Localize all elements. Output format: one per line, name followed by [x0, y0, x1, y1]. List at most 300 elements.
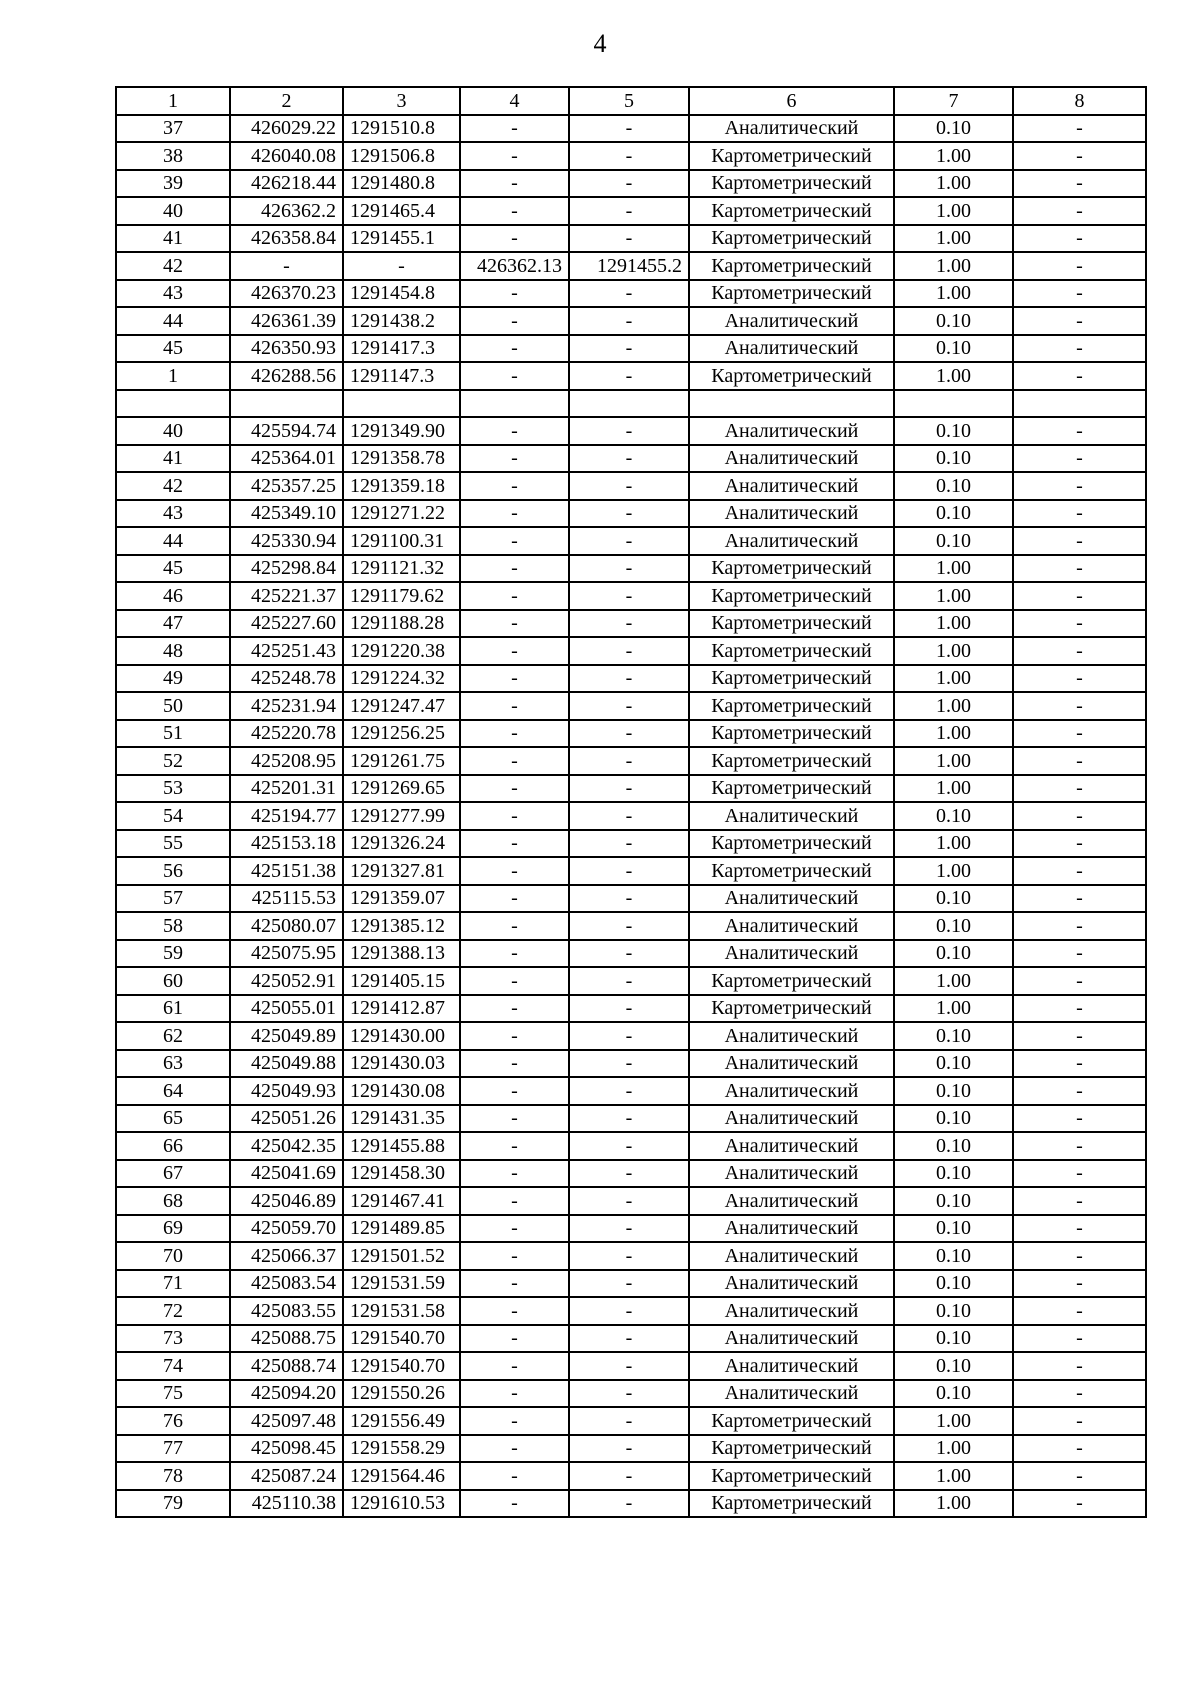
y-new-coordinate-cell: -: [569, 1132, 689, 1160]
accuracy-cell: 0.10: [894, 115, 1013, 143]
table-row: [116, 1352, 1146, 1380]
y-coordinate-cell: 1291417.3: [343, 335, 460, 363]
accuracy-cell: 0.10: [894, 940, 1013, 968]
x-new-coordinate-cell: -: [460, 555, 569, 583]
x-coordinate-cell: 426361.39: [230, 307, 343, 335]
method-cell: Картометрический: [689, 170, 894, 198]
x-coordinate-cell: 425298.84: [230, 555, 343, 583]
x-new-coordinate-cell: -: [460, 775, 569, 803]
note-cell: -: [1013, 1132, 1146, 1160]
method-cell: Картометрический: [689, 225, 894, 253]
note-cell: -: [1013, 775, 1146, 803]
y-coordinate-cell: [343, 390, 460, 418]
x-coordinate-cell: 425066.37: [230, 1242, 343, 1270]
x-new-coordinate-cell: -: [460, 1490, 569, 1518]
y-coordinate-cell: 1291430.00: [343, 1022, 460, 1050]
method-cell: Аналитический: [689, 527, 894, 555]
table-row: [116, 912, 1146, 940]
x-new-coordinate-cell: -: [460, 115, 569, 143]
point-number-cell: 72: [116, 1297, 230, 1325]
x-coordinate-cell: 425046.89: [230, 1187, 343, 1215]
table-row: [116, 610, 1146, 638]
point-number-cell: [116, 390, 230, 418]
table-row: [116, 720, 1146, 748]
x-coordinate-cell: 425364.01: [230, 445, 343, 473]
x-coordinate-cell: 426218.44: [230, 170, 343, 198]
y-new-coordinate-cell: -: [569, 637, 689, 665]
y-new-coordinate-cell: -: [569, 115, 689, 143]
accuracy-cell: 1.00: [894, 1407, 1013, 1435]
table-body: [116, 87, 1146, 1517]
note-cell: -: [1013, 747, 1146, 775]
accuracy-cell: 1.00: [894, 665, 1013, 693]
y-new-coordinate-cell: -: [569, 197, 689, 225]
table-header-row: [116, 87, 1146, 115]
point-number-cell: 70: [116, 1242, 230, 1270]
y-new-coordinate-cell: -: [569, 445, 689, 473]
method-cell: Картометрический: [689, 830, 894, 858]
table-row: [116, 362, 1146, 390]
method-cell: Картометрический: [689, 1407, 894, 1435]
y-coordinate-cell: 1291506.8: [343, 142, 460, 170]
point-number-cell: 42: [116, 472, 230, 500]
x-new-coordinate-cell: -: [460, 720, 569, 748]
x-coordinate-cell: 426358.84: [230, 225, 343, 253]
x-new-coordinate-cell: -: [460, 1022, 569, 1050]
table-row: [116, 1297, 1146, 1325]
table-row: [116, 1132, 1146, 1160]
y-new-coordinate-cell: -: [569, 720, 689, 748]
x-new-coordinate-cell: -: [460, 1435, 569, 1463]
y-coordinate-cell: 1291430.03: [343, 1050, 460, 1078]
note-cell: -: [1013, 830, 1146, 858]
method-cell: Аналитический: [689, 1187, 894, 1215]
accuracy-cell: 1.00: [894, 252, 1013, 280]
method-cell: Картометрический: [689, 692, 894, 720]
point-number-cell: 43: [116, 280, 230, 308]
x-coordinate-cell: [230, 390, 343, 418]
y-coordinate-cell: 1291438.2: [343, 307, 460, 335]
method-cell: [689, 390, 894, 418]
y-new-coordinate-cell: -: [569, 747, 689, 775]
y-coordinate-cell: 1291179.62: [343, 582, 460, 610]
note-cell: -: [1013, 692, 1146, 720]
y-coordinate-cell: 1291261.75: [343, 747, 460, 775]
y-coordinate-cell: 1291224.32: [343, 665, 460, 693]
y-new-coordinate-cell: -: [569, 1462, 689, 1490]
accuracy-cell: 1.00: [894, 637, 1013, 665]
accuracy-cell: 0.10: [894, 445, 1013, 473]
method-cell: Картометрический: [689, 1435, 894, 1463]
accuracy-cell: 0.10: [894, 1215, 1013, 1243]
note-cell: -: [1013, 665, 1146, 693]
point-number-cell: 41: [116, 445, 230, 473]
y-new-coordinate-cell: -: [569, 1242, 689, 1270]
y-new-coordinate-cell: -: [569, 802, 689, 830]
accuracy-cell: 0.10: [894, 1022, 1013, 1050]
table-row: [116, 665, 1146, 693]
table-row: [116, 1325, 1146, 1353]
accuracy-cell: 0.10: [894, 1077, 1013, 1105]
y-coordinate-cell: 1291405.15: [343, 967, 460, 995]
method-cell: Аналитический: [689, 335, 894, 363]
column-header: 4: [460, 87, 569, 115]
note-cell: -: [1013, 1160, 1146, 1188]
x-coordinate-cell: 425231.94: [230, 692, 343, 720]
accuracy-cell: 0.10: [894, 802, 1013, 830]
y-new-coordinate-cell: -: [569, 665, 689, 693]
table-row: [116, 857, 1146, 885]
table-row: [116, 142, 1146, 170]
method-cell: Аналитический: [689, 1022, 894, 1050]
x-coordinate-cell: 425049.93: [230, 1077, 343, 1105]
note-cell: -: [1013, 1490, 1146, 1518]
x-coordinate-cell: 425251.43: [230, 637, 343, 665]
note-cell: -: [1013, 225, 1146, 253]
y-new-coordinate-cell: 1291455.2: [569, 252, 689, 280]
y-coordinate-cell: 1291147.3: [343, 362, 460, 390]
x-coordinate-cell: 425330.94: [230, 527, 343, 555]
table-row: [116, 1187, 1146, 1215]
x-coordinate-cell: 425088.74: [230, 1352, 343, 1380]
note-cell: -: [1013, 802, 1146, 830]
note-cell: -: [1013, 115, 1146, 143]
note-cell: -: [1013, 335, 1146, 363]
note-cell: -: [1013, 472, 1146, 500]
y-new-coordinate-cell: -: [569, 225, 689, 253]
table-row: [116, 197, 1146, 225]
y-new-coordinate-cell: -: [569, 555, 689, 583]
table-row: [116, 307, 1146, 335]
x-coordinate-cell: 425248.78: [230, 665, 343, 693]
note-cell: -: [1013, 280, 1146, 308]
point-number-cell: 76: [116, 1407, 230, 1435]
note-cell: -: [1013, 445, 1146, 473]
y-new-coordinate-cell: -: [569, 472, 689, 500]
accuracy-cell: 1.00: [894, 830, 1013, 858]
y-new-coordinate-cell: -: [569, 1077, 689, 1105]
y-coordinate-cell: 1291359.18: [343, 472, 460, 500]
table-row: [116, 527, 1146, 555]
x-new-coordinate-cell: -: [460, 1462, 569, 1490]
table-row: [116, 252, 1146, 280]
y-new-coordinate-cell: -: [569, 170, 689, 198]
y-coordinate-cell: 1291564.46: [343, 1462, 460, 1490]
table-row: [116, 280, 1146, 308]
column-header: 7: [894, 87, 1013, 115]
method-cell: Картометрический: [689, 610, 894, 638]
table-row: [116, 995, 1146, 1023]
accuracy-cell: 0.10: [894, 335, 1013, 363]
x-coordinate-cell: 425051.26: [230, 1105, 343, 1133]
note-cell: -: [1013, 197, 1146, 225]
x-new-coordinate-cell: -: [460, 1077, 569, 1105]
x-new-coordinate-cell: -: [460, 307, 569, 335]
y-new-coordinate-cell: -: [569, 610, 689, 638]
column-header: 1: [116, 87, 230, 115]
accuracy-cell: 0.10: [894, 1380, 1013, 1408]
accuracy-cell: 1.00: [894, 197, 1013, 225]
accuracy-cell: 0.10: [894, 1050, 1013, 1078]
point-number-cell: 65: [116, 1105, 230, 1133]
coordinates-table: [115, 86, 1147, 1518]
point-number-cell: 64: [116, 1077, 230, 1105]
x-coordinate-cell: 425221.37: [230, 582, 343, 610]
y-new-coordinate-cell: -: [569, 885, 689, 913]
method-cell: Аналитический: [689, 500, 894, 528]
y-coordinate-cell: 1291454.8: [343, 280, 460, 308]
table-row: [116, 115, 1146, 143]
x-coordinate-cell: 425115.53: [230, 885, 343, 913]
note-cell: -: [1013, 1270, 1146, 1298]
x-coordinate-cell: 425220.78: [230, 720, 343, 748]
x-coordinate-cell: 425094.20: [230, 1380, 343, 1408]
x-coordinate-cell: 425151.38: [230, 857, 343, 885]
y-coordinate-cell: 1291269.65: [343, 775, 460, 803]
note-cell: -: [1013, 1077, 1146, 1105]
accuracy-cell: 1.00: [894, 280, 1013, 308]
x-new-coordinate-cell: 426362.13: [460, 252, 569, 280]
accuracy-cell: 0.10: [894, 1242, 1013, 1270]
note-cell: -: [1013, 252, 1146, 280]
accuracy-cell: 1.00: [894, 692, 1013, 720]
y-coordinate-cell: 1291247.47: [343, 692, 460, 720]
x-coordinate-cell: 426029.22: [230, 115, 343, 143]
x-coordinate-cell: 426362.2: [230, 197, 343, 225]
x-new-coordinate-cell: -: [460, 1242, 569, 1270]
x-new-coordinate-cell: -: [460, 500, 569, 528]
accuracy-cell: 0.10: [894, 527, 1013, 555]
method-cell: Картометрический: [689, 637, 894, 665]
column-header: 8: [1013, 87, 1146, 115]
table-row: [116, 417, 1146, 445]
x-new-coordinate-cell: -: [460, 472, 569, 500]
accuracy-cell: 1.00: [894, 1462, 1013, 1490]
x-coordinate-cell: 425594.74: [230, 417, 343, 445]
y-new-coordinate-cell: -: [569, 1215, 689, 1243]
y-new-coordinate-cell: -: [569, 995, 689, 1023]
note-cell: -: [1013, 555, 1146, 583]
y-new-coordinate-cell: -: [569, 1022, 689, 1050]
x-new-coordinate-cell: -: [460, 1160, 569, 1188]
method-cell: Картометрический: [689, 555, 894, 583]
method-cell: Аналитический: [689, 1270, 894, 1298]
y-coordinate-cell: 1291412.87: [343, 995, 460, 1023]
method-cell: Аналитический: [689, 802, 894, 830]
x-coordinate-cell: 425041.69: [230, 1160, 343, 1188]
y-new-coordinate-cell: -: [569, 582, 689, 610]
x-coordinate-cell: 425227.60: [230, 610, 343, 638]
y-coordinate-cell: 1291326.24: [343, 830, 460, 858]
point-number-cell: 73: [116, 1325, 230, 1353]
note-cell: -: [1013, 1105, 1146, 1133]
y-new-coordinate-cell: -: [569, 142, 689, 170]
y-new-coordinate-cell: -: [569, 1187, 689, 1215]
x-new-coordinate-cell: -: [460, 885, 569, 913]
point-number-cell: 41: [116, 225, 230, 253]
point-number-cell: 63: [116, 1050, 230, 1078]
table-row: [116, 1435, 1146, 1463]
x-new-coordinate-cell: -: [460, 197, 569, 225]
x-new-coordinate-cell: -: [460, 582, 569, 610]
method-cell: Аналитический: [689, 1160, 894, 1188]
x-new-coordinate-cell: -: [460, 445, 569, 473]
x-coordinate-cell: 425049.88: [230, 1050, 343, 1078]
note-cell: [1013, 390, 1146, 418]
table-row: [116, 1077, 1146, 1105]
accuracy-cell: 0.10: [894, 885, 1013, 913]
note-cell: -: [1013, 1462, 1146, 1490]
accuracy-cell: 1.00: [894, 610, 1013, 638]
accuracy-cell: 1.00: [894, 225, 1013, 253]
table-row: [116, 802, 1146, 830]
point-number-cell: 39: [116, 170, 230, 198]
accuracy-cell: 0.10: [894, 1270, 1013, 1298]
y-coordinate-cell: 1291467.41: [343, 1187, 460, 1215]
table-row: [116, 1380, 1146, 1408]
accuracy-cell: 0.10: [894, 1325, 1013, 1353]
x-new-coordinate-cell: -: [460, 362, 569, 390]
x-new-coordinate-cell: -: [460, 142, 569, 170]
point-number-cell: 77: [116, 1435, 230, 1463]
x-new-coordinate-cell: -: [460, 1105, 569, 1133]
table-row: [116, 555, 1146, 583]
accuracy-cell: 1.00: [894, 555, 1013, 583]
table-row: [116, 885, 1146, 913]
point-number-cell: 49: [116, 665, 230, 693]
column-header: 6: [689, 87, 894, 115]
note-cell: -: [1013, 500, 1146, 528]
point-number-cell: 59: [116, 940, 230, 968]
point-number-cell: 56: [116, 857, 230, 885]
note-cell: -: [1013, 912, 1146, 940]
note-cell: -: [1013, 610, 1146, 638]
note-cell: -: [1013, 1435, 1146, 1463]
y-new-coordinate-cell: -: [569, 335, 689, 363]
y-coordinate-cell: 1291501.52: [343, 1242, 460, 1270]
y-coordinate-cell: 1291220.38: [343, 637, 460, 665]
y-coordinate-cell: 1291455.1: [343, 225, 460, 253]
point-number-cell: 42: [116, 252, 230, 280]
point-number-cell: 44: [116, 307, 230, 335]
table-row: [116, 1462, 1146, 1490]
y-coordinate-cell: 1291188.28: [343, 610, 460, 638]
note-cell: -: [1013, 362, 1146, 390]
y-new-coordinate-cell: -: [569, 1325, 689, 1353]
y-coordinate-cell: 1291531.59: [343, 1270, 460, 1298]
method-cell: Картометрический: [689, 582, 894, 610]
y-coordinate-cell: 1291121.32: [343, 555, 460, 583]
point-number-cell: 55: [116, 830, 230, 858]
y-new-coordinate-cell: [569, 390, 689, 418]
y-new-coordinate-cell: -: [569, 1105, 689, 1133]
x-new-coordinate-cell: -: [460, 1050, 569, 1078]
point-number-cell: 75: [116, 1380, 230, 1408]
table-row: [116, 1490, 1146, 1518]
y-new-coordinate-cell: -: [569, 940, 689, 968]
method-cell: Картометрический: [689, 967, 894, 995]
x-coordinate-cell: 425080.07: [230, 912, 343, 940]
note-cell: -: [1013, 527, 1146, 555]
note-cell: -: [1013, 142, 1146, 170]
column-header: 2: [230, 87, 343, 115]
table-row: [116, 1050, 1146, 1078]
method-cell: Аналитический: [689, 1380, 894, 1408]
x-coordinate-cell: 426370.23: [230, 280, 343, 308]
y-new-coordinate-cell: -: [569, 417, 689, 445]
table-row: [116, 830, 1146, 858]
y-new-coordinate-cell: -: [569, 1297, 689, 1325]
y-coordinate-cell: 1291100.31: [343, 527, 460, 555]
point-number-cell: 47: [116, 610, 230, 638]
y-new-coordinate-cell: -: [569, 362, 689, 390]
y-new-coordinate-cell: -: [569, 307, 689, 335]
method-cell: Картометрический: [689, 665, 894, 693]
method-cell: Аналитический: [689, 417, 894, 445]
accuracy-cell: 1.00: [894, 1435, 1013, 1463]
method-cell: Картометрический: [689, 142, 894, 170]
x-new-coordinate-cell: -: [460, 610, 569, 638]
point-number-cell: 74: [116, 1352, 230, 1380]
point-number-cell: 61: [116, 995, 230, 1023]
table-row: [116, 940, 1146, 968]
x-coordinate-cell: 425052.91: [230, 967, 343, 995]
note-cell: -: [1013, 1297, 1146, 1325]
column-header: 3: [343, 87, 460, 115]
point-number-cell: 38: [116, 142, 230, 170]
note-cell: -: [1013, 1022, 1146, 1050]
x-coordinate-cell: 425201.31: [230, 775, 343, 803]
accuracy-cell: 1.00: [894, 995, 1013, 1023]
note-cell: -: [1013, 1325, 1146, 1353]
x-new-coordinate-cell: -: [460, 527, 569, 555]
accuracy-cell: 0.10: [894, 307, 1013, 335]
table-row: [116, 967, 1146, 995]
table-row: [116, 1270, 1146, 1298]
page-number: 4: [593, 29, 607, 58]
method-cell: Картометрический: [689, 995, 894, 1023]
table-row: [116, 775, 1146, 803]
x-new-coordinate-cell: -: [460, 857, 569, 885]
table-row: [116, 747, 1146, 775]
y-new-coordinate-cell: -: [569, 830, 689, 858]
note-cell: -: [1013, 1187, 1146, 1215]
y-new-coordinate-cell: -: [569, 1160, 689, 1188]
note-cell: -: [1013, 307, 1146, 335]
y-coordinate-cell: 1291540.70: [343, 1352, 460, 1380]
point-number-cell: 1: [116, 362, 230, 390]
table-row: [116, 1160, 1146, 1188]
x-coordinate-cell: 425208.95: [230, 747, 343, 775]
y-coordinate-cell: 1291256.25: [343, 720, 460, 748]
x-new-coordinate-cell: [460, 390, 569, 418]
method-cell: Аналитический: [689, 1297, 894, 1325]
note-cell: -: [1013, 582, 1146, 610]
x-coordinate-cell: -: [230, 252, 343, 280]
accuracy-cell: 1.00: [894, 857, 1013, 885]
y-coordinate-cell: 1291556.49: [343, 1407, 460, 1435]
method-cell: Аналитический: [689, 445, 894, 473]
y-coordinate-cell: -: [343, 252, 460, 280]
note-cell: -: [1013, 967, 1146, 995]
table-row: [116, 335, 1146, 363]
table-row: [116, 1407, 1146, 1435]
y-coordinate-cell: 1291349.90: [343, 417, 460, 445]
note-cell: -: [1013, 1215, 1146, 1243]
y-coordinate-cell: 1291480.8: [343, 170, 460, 198]
x-new-coordinate-cell: -: [460, 1380, 569, 1408]
method-cell: Аналитический: [689, 307, 894, 335]
